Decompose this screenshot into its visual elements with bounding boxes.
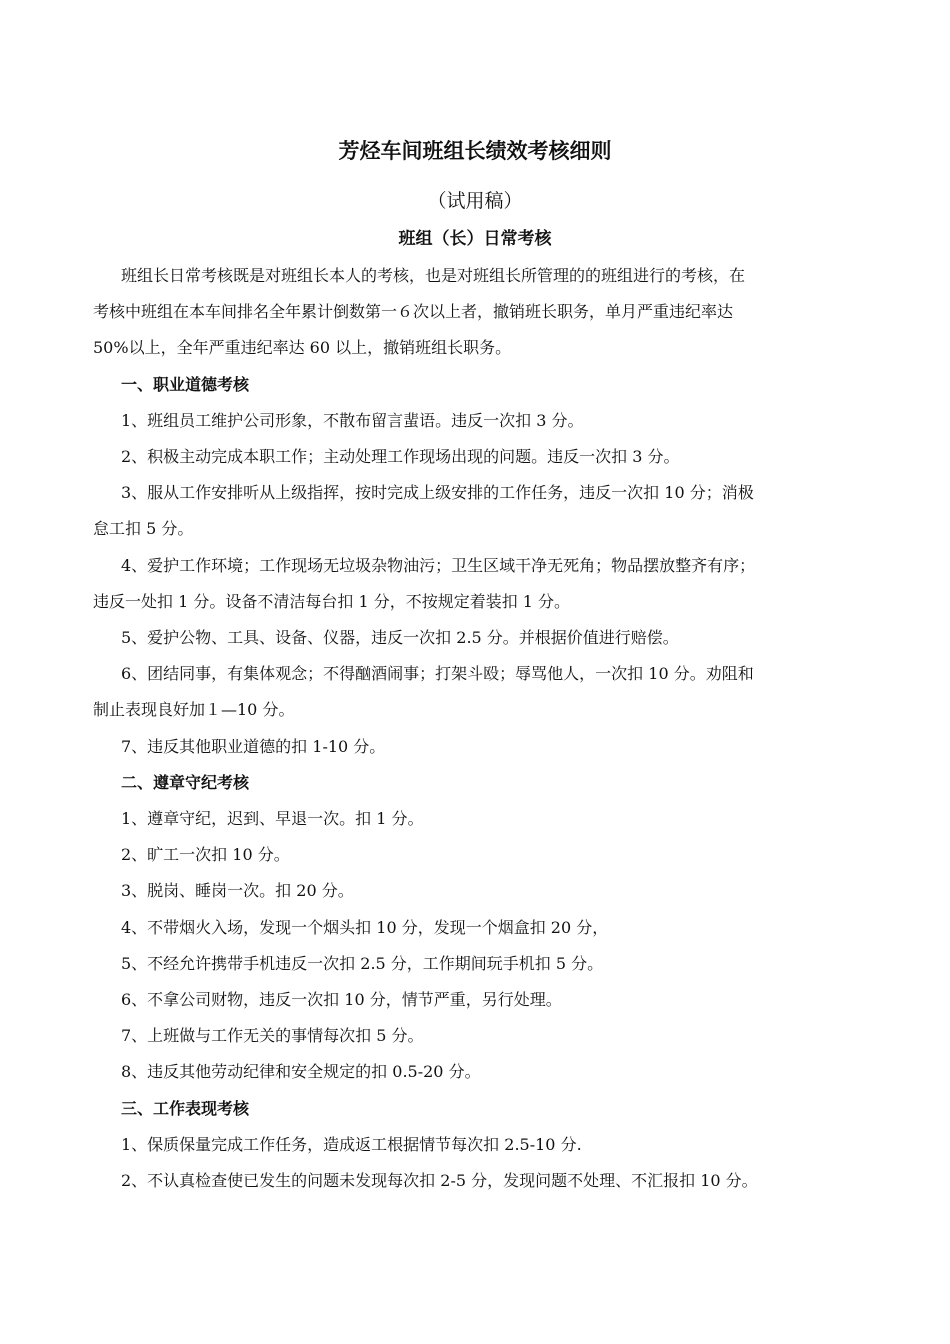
clause-line: 7、违反其他职业道德的扣 1-10 分。: [121, 736, 386, 756]
document-subtitle: （试用稿）: [427, 190, 523, 212]
intro-line: 班组长日常考核既是对班组长本人的考核，也是对班组长所管理的的班组进行的考核，在: [121, 266, 746, 285]
clause-line: 5、不经允许携带手机违反一次扣 2.5 分，工作期间玩手机扣 5 分。: [121, 953, 604, 973]
clause-line: 1、遵章守纪，迟到、早退一次。扣 1 分。: [121, 809, 424, 829]
clause-line: 2、不认真检查使已发生的问题未发现每次扣 2-5 分，发现问题不处理、不汇报扣 10 分。: [121, 1171, 758, 1191]
clause-line: 3、脱岗、睡岗一次。扣 20 分。: [121, 881, 354, 901]
section-heading: 三、工作表现考核: [121, 1098, 250, 1118]
clause-line: 制止表现良好加１—10 分。: [93, 700, 295, 720]
clause-line: 4、不带烟火入场，发现一个烟头扣 10 分，发现一个烟盒扣 20 分，: [121, 917, 609, 937]
clause-line: 2、积极主动完成本职工作；主动处理工作现场出现的问题。违反一次扣 3 分。: [121, 447, 680, 467]
clause-line: 6、团结同事，有集体观念；不得酗酒闹事；打架斗殴；辱骂他人，一次扣 10 分。劝阻和: [121, 664, 754, 684]
clause-line: 3、服从工作安排听从上级指挥，按时完成上级安排的工作任务，违反一次扣 10 分；消极: [121, 483, 754, 503]
clause-line: 7、上班做与工作无关的事情每次扣 5 分。: [121, 1026, 424, 1046]
intro-line: 考核中班组在本车间排名全年累计倒数第一６次以上者，撤销班长职务，单月严重违纪率达: [93, 302, 734, 322]
clause-line: 5、爱护公物、工具、设备、仪器，违反一次扣 2.5 分。并根据价值进行赔偿。: [121, 628, 679, 648]
document-body: [93, 258, 883, 1199]
clause-line: 8、违反其他劳动纪律和安全规定的扣 0.5-20 分。: [121, 1062, 481, 1082]
clause-line: 4、爱护工作环境；工作现场无垃圾杂物油污；卫生区域干净无死角；物品摆放整齐有序；: [121, 555, 756, 575]
clause-line: 6、不拿公司财物，违反一次扣 10 分，情节严重，另行处理。: [121, 990, 562, 1010]
section-heading: 二、遵章守纪考核: [121, 772, 250, 792]
section-heading: 一、职业道德考核: [121, 374, 250, 394]
document-title: 芳烃车间班组长绩效考核细则: [338, 139, 612, 163]
section-title: 班组（长）日常考核: [398, 229, 552, 249]
clause-line: 违反一处扣 1 分。设备不清洁每台扣 1 分，不按规定着装扣 1 分。: [93, 591, 571, 611]
clause-line: 1、班组员工维护公司形象，不散布留言蜚语。违反一次扣 3 分。: [121, 410, 584, 430]
intro-line: 50%以上，全年严重违纪率达 60 以上，撤销班组长职务。: [93, 338, 512, 358]
clause-line: 怠工扣 5 分。: [93, 519, 194, 539]
clause-line: 2、旷工一次扣 10 分。: [121, 845, 290, 865]
clause-line: 1、保质保量完成工作任务，造成返工根据情节每次扣 2.5-10 分.: [121, 1134, 582, 1154]
